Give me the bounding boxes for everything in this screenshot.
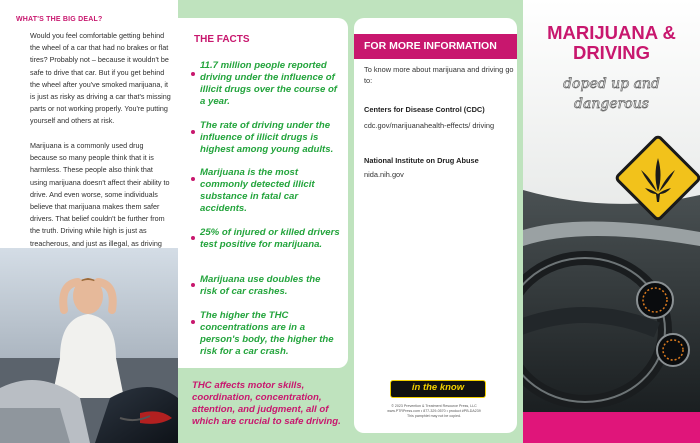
nida-link[interactable]: nida.nih.gov [364, 170, 404, 179]
thc-closing-statement: THC affects motor skills, coordination, concentration, attention, and judgment, all of which are crucial to safe driving. [192, 380, 341, 427]
cover-subtitle-line1: doped up and [563, 76, 660, 92]
big-deal-heading: WHAT'S THE BIG DEAL? [16, 16, 103, 23]
fact-item: Marijuana use doubles the risk of car crashes. [200, 274, 321, 297]
in-the-know-badge [390, 380, 486, 398]
nida-name: National Institute on Drug Abuse [364, 156, 479, 165]
facts-panel [178, 0, 348, 443]
copyright-notice [364, 404, 504, 419]
cover-title-line2: DRIVING [572, 42, 651, 63]
cdc-name: Centers for Disease Control (CDC) [364, 105, 485, 114]
cover-subtitle-line2: dangerous [574, 96, 649, 112]
left-panel [0, 0, 178, 443]
facts-title: THE FACTS [194, 34, 250, 45]
fact-item: The rate of driving under the influence of illicit drugs is highest among young adults. [200, 120, 334, 155]
cover-panel [523, 0, 700, 443]
harmless-paragraph: Marijuana is a commonly used drug because so many people think that it is harmless. These people also think that using marijuana doesn't affect their ability to drive. And even worse, some individuals believe that marijuana makes them safer drivers. That belief couldn't be further from the truth. Driving while high is just as treacherous, and just as illegal, as driving [30, 141, 170, 248]
fact-item: 11.7 million people reported driving under the influence of illicit drugs over the course of a year. [200, 60, 338, 107]
bullet-icon [191, 320, 195, 324]
more-info-title: FOR MORE INFORMATION [364, 40, 497, 52]
more-info-header [354, 34, 517, 59]
bullet-icon [191, 177, 195, 181]
contact-line: www.PTRPress.com • 877-329-0570 • product #PB-DA239 [387, 409, 481, 413]
cover-bottom-bar [523, 412, 700, 443]
car-dashboard-photo [523, 0, 700, 443]
fact-item: Marijuana is the most commonly detected illicit substance in fatal car accidents. [200, 167, 315, 214]
car-crash-photo [0, 248, 178, 443]
no-copy-line: This pamphlet may not be copied. [407, 414, 461, 418]
bullet-icon [191, 283, 195, 287]
fact-item: 25% of injured or killed drivers test positive for marijuana. [200, 227, 340, 250]
cdc-link[interactable]: cdc.gov/marijuanahealth-effects/ driving [364, 121, 495, 130]
more-info-panel [348, 0, 523, 443]
badge-text: in the know [411, 382, 465, 393]
bullet-icon [191, 130, 195, 134]
fact-item: The higher the THC concentrations are in a person's body, the higher the risk for a car crash. [200, 310, 334, 357]
bullet-icon [191, 236, 195, 240]
copyright-line: © 2023 Prevention & Treatment Resource Press, LLC [391, 404, 477, 408]
more-info-intro: To know more about marijuana and driving go to: [364, 65, 514, 85]
bullet-icon [191, 72, 195, 76]
cover-title-line1: MARIJUANA & [547, 22, 676, 43]
intro-paragraph: Would you feel comfortable getting behind the wheel of a car that had no brakes or flat tires? Probably not – because it wouldn't be safe to drive that car. But if you get behind the wheel after you've smoked marijuana, it is just as risky as driving a car that's missing parts or not working properly. You're putting yourself and others at risk. [30, 31, 171, 126]
